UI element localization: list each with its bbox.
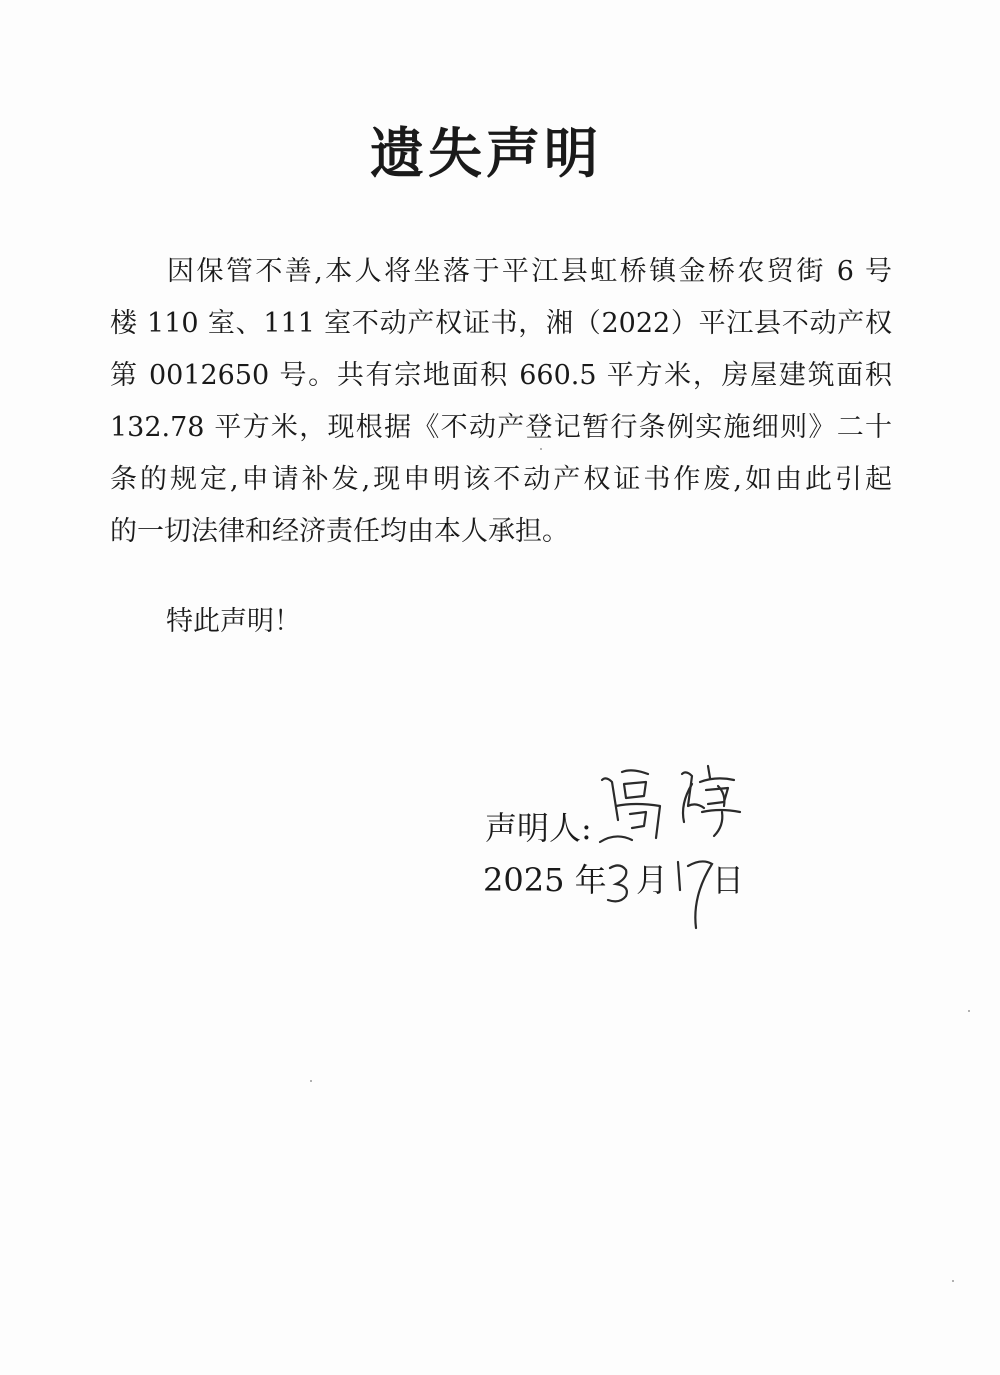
- paragraph-line: 因保管不善,本人将坐落于平江县虹桥镇金桥农贸街 6 号: [167, 256, 892, 287]
- date-month-label: 月: [636, 861, 669, 899]
- scan-speck: [968, 1010, 970, 1012]
- handwritten-signature: [596, 762, 746, 852]
- date-day-label: 日: [712, 861, 745, 899]
- paragraph-line: 楼 110 室、111 室不动产权证书，湘（2022）平江县不动产权: [110, 308, 892, 339]
- date-line: [483, 858, 607, 902]
- handwritten-month: [604, 860, 638, 906]
- signer-line: [485, 806, 592, 850]
- paragraph-line: 条的规定,申请补发,现申明该不动产权证书作废,如由此引起: [110, 464, 892, 495]
- paragraph-line: 的一切法律和经济责任均由本人承担。: [110, 516, 569, 547]
- date-year: 2025 年: [483, 861, 607, 899]
- paragraph-line: 第 0012650 号。共有宗地面积 660.5 平方米，房屋建筑面积: [110, 360, 892, 391]
- scan-speck: [952, 1280, 954, 1282]
- document-title: 遗失声明: [370, 121, 602, 185]
- closing-statement: 特此声明！: [166, 606, 301, 637]
- signer-label: 声明人:: [485, 809, 592, 847]
- declaration-paragraph: [110, 246, 892, 558]
- scan-speck: [310, 1080, 312, 1082]
- paragraph-line: 132.78 平方米，现根据《不动产登记暂行条例实施细则》二十: [110, 412, 892, 443]
- scan-speck: [540, 448, 542, 450]
